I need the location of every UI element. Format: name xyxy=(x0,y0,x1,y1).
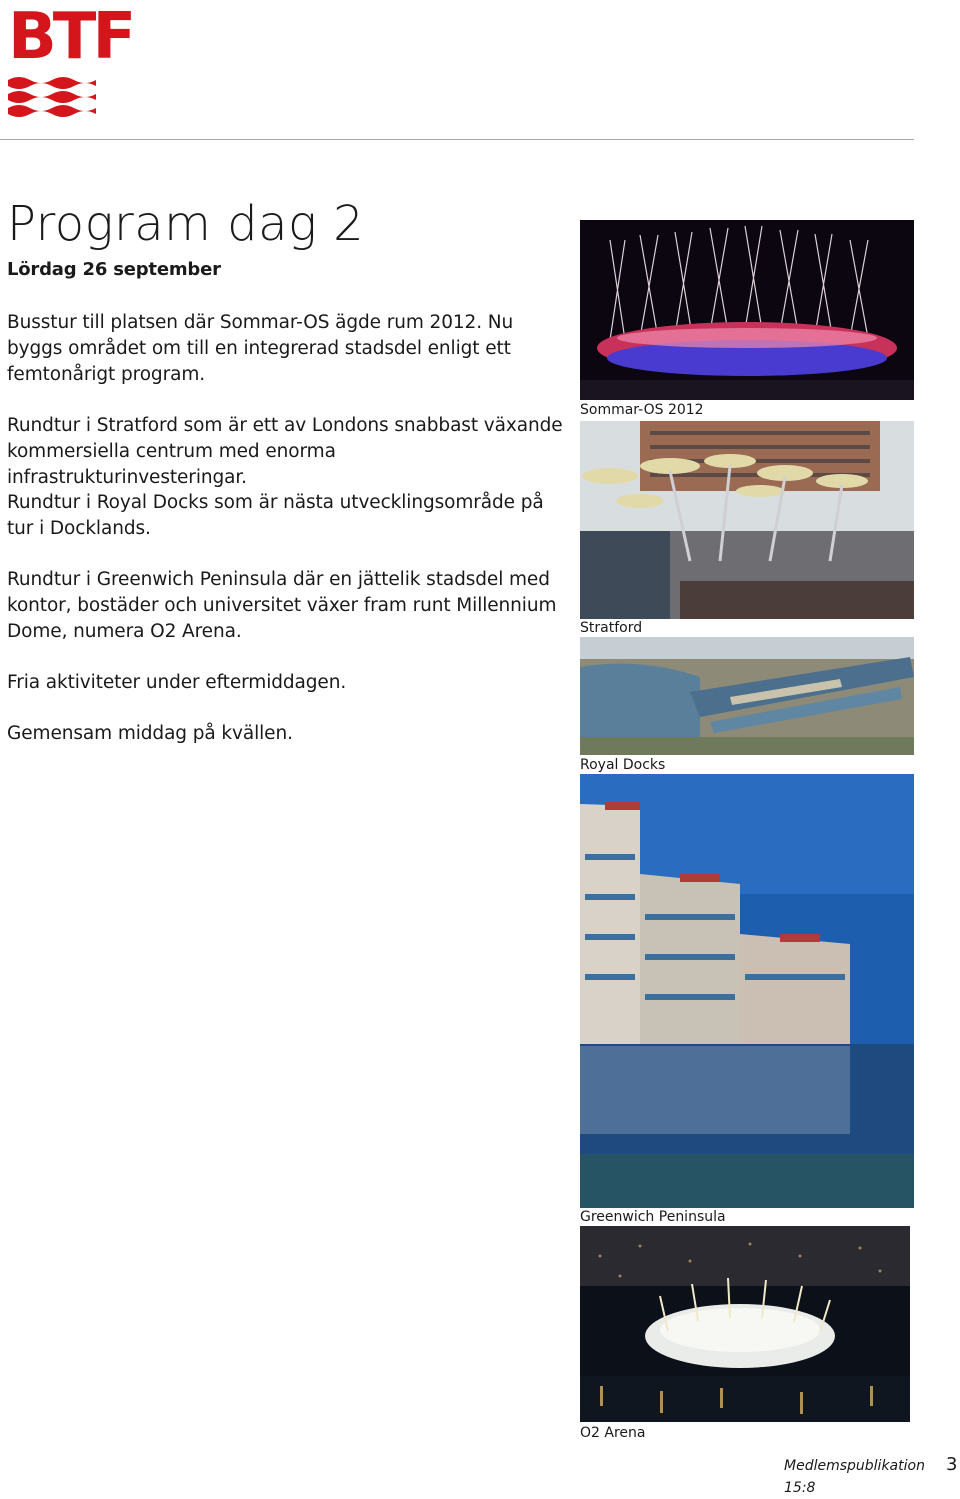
photo-caption-stratford: Stratford xyxy=(580,620,643,636)
photo-o2-arena xyxy=(580,1226,910,1422)
paragraph-greenwich: Rundtur i Greenwich Peninsula där en jättelik stadsdel med kontor, bostäder och universitet växer fram runt Millennium Dome, numera O2 Arena. xyxy=(7,569,557,642)
paragraph-dinner: Gemensam middag på kvällen. xyxy=(7,723,293,744)
page-title: Program dag 2 xyxy=(7,196,365,252)
photo-caption-royal-docks: Royal Docks xyxy=(580,757,666,773)
logo-waves-icon xyxy=(8,74,96,122)
photo-caption-o2-arena: O2 Arena xyxy=(580,1425,646,1441)
photo-olympic-stadium xyxy=(580,220,914,400)
logo-wordmark: BTF xyxy=(8,0,133,74)
photo-greenwich-peninsula xyxy=(580,774,914,1208)
btf-logo xyxy=(8,0,133,122)
paragraph-royal-docks: Rundtur i Royal Docks som är nästa utvecklingsområde på tur i Docklands. xyxy=(7,492,544,539)
photo-royal-docks xyxy=(580,637,914,755)
footer-publication: Medlemspublikation 15:8 xyxy=(784,1458,925,1496)
header-divider xyxy=(0,139,914,140)
page-subtitle: Lördag 26 september xyxy=(7,259,221,280)
photo-caption-greenwich: Greenwich Peninsula xyxy=(580,1209,726,1225)
page-number: 3 xyxy=(946,1454,958,1475)
paragraph-free-time: Fria aktiviteter under eftermiddagen. xyxy=(7,672,347,693)
paragraph-stratford: Rundtur i Stratford som är ett av Londons snabbast växande kommersiella centrum med enorma infrastrukturinvesteringar. xyxy=(7,415,563,488)
paragraph-olympic-site: Busstur till platsen där Sommar-OS ägde rum 2012. Nu byggs området om till en integrerad stadsdel enligt ett femtonårigt program. xyxy=(7,312,514,385)
photo-caption-olympic: Sommar-OS 2012 xyxy=(580,402,704,418)
photo-stratford xyxy=(580,421,914,619)
